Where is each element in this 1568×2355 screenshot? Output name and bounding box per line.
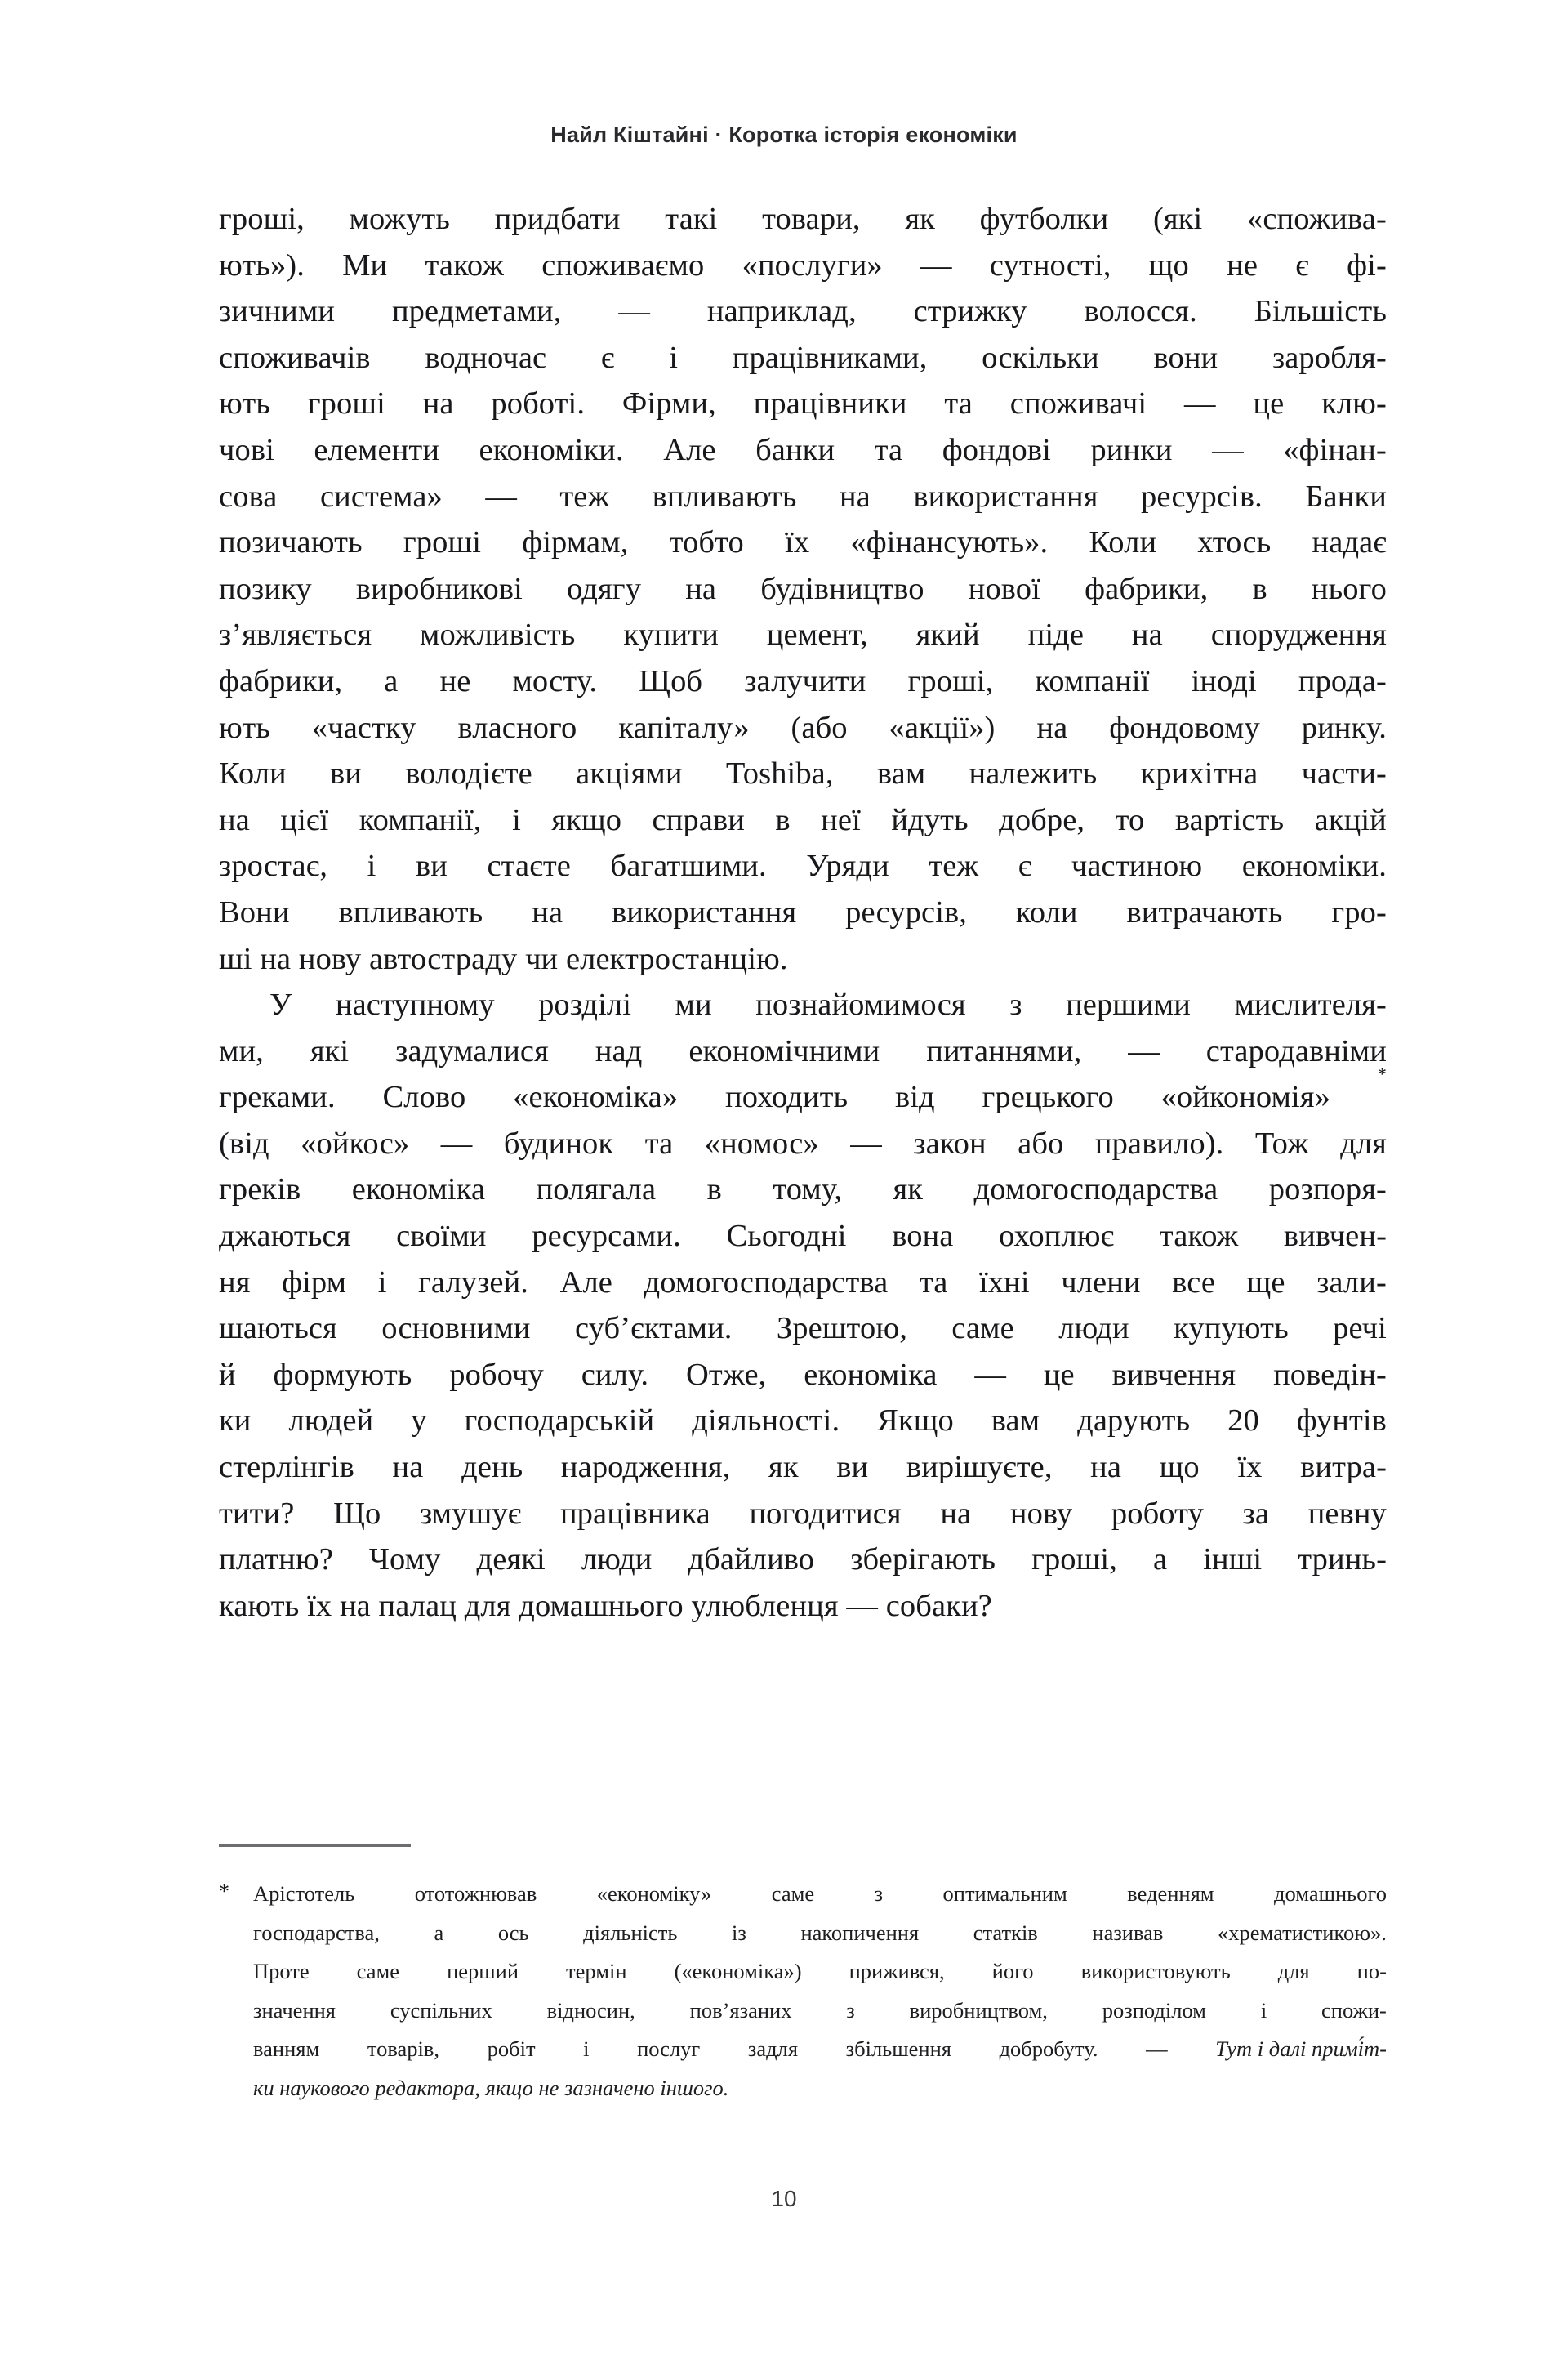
text-line: джаються своїми ресурсами. Сьогодні вона охоплює також вивчен- — [219, 1219, 1387, 1254]
text-line: фабрики, а не мосту. Щоб залучити гроші, компанії іноді прода- — [219, 663, 1387, 698]
paragraph-1 — [219, 196, 1387, 982]
page-number: 10 — [771, 2186, 797, 2211]
text-line: й формують робочу силу. Отже, економіка — це вивчення поведін- — [219, 1357, 1387, 1392]
text-line: стерлінгів на день народження, як ви вирішуєте, на що їх витра- — [219, 1450, 1387, 1485]
text-line: з’являється можливість купити цемент, який піде на спорудження — [219, 618, 1387, 653]
text-line: тити? Що змушує працівника погодитися на нову роботу за певну — [219, 1496, 1387, 1531]
footnote-separator-rule — [219, 1844, 411, 1847]
text-line: У наступному розділі ми познайомимося з першими мислителя- — [270, 988, 1387, 1023]
text-line: шаються основними суб’єктами. Зрештою, саме люди купують речі — [219, 1311, 1387, 1346]
text-line: греками. Слово «економіка» походить від грецького «ойкономія» * — [219, 1074, 1387, 1121]
footnote-line: Проте саме перший термін («економіка») прижився, його використовують для по- — [253, 1959, 1387, 1983]
footnote-body — [219, 1875, 1387, 2107]
text-line: платню? Чому деякі люди дбайливо зберігають гроші, а інші тринь- — [219, 1542, 1387, 1577]
footnote-line: значення суспільних відносин, пов’язаних з виробництвом, розподілом і спожи- — [253, 1997, 1387, 2023]
text-line: сова система» — теж впливають на використання ресурсів. Банки — [219, 479, 1387, 514]
body-text-block — [219, 196, 1387, 1629]
paragraph-2 — [219, 982, 1387, 1629]
running-head: Найл Кіштайні · Коротка історія економіки — [550, 123, 1018, 147]
footnote-block — [219, 1844, 1387, 2107]
footnote-marker: * — [219, 1880, 229, 1903]
text-line: Вони впливають на використання ресурсів, коли витрачають гро- — [219, 894, 1387, 930]
footnote-line: Арістотель ототожнював «економіку» саме з оптимальним веденням домашнього — [253, 1881, 1387, 1906]
text-line: зичними предметами, — наприклад, стрижку волосся. Більшість — [219, 294, 1387, 329]
text-line: Коли ви володієте акціями Toshiba, вам належить крихітна части- — [219, 756, 1387, 792]
text-line: споживачів водночас є і працівниками, оскільки вони заробля- — [219, 340, 1387, 375]
text-line: позичають гроші фірмам, тобто їх «фінансують». Коли хтось надає — [219, 525, 1387, 560]
footnote-reference[interactable]: * — [1377, 1064, 1387, 1085]
footnote-line: ки наукового редактора, якщо не зазначено іншого. — [253, 2075, 729, 2100]
text-line: (від «ойкос» — будинок та «номос» — закон або правило). Тож для — [219, 1126, 1387, 1161]
text-line: гроші, можуть придбати такі товари, як футболки (які «спожива- — [219, 202, 1387, 236]
footnote-line: господарства, а ось діяльність із накопичення статків називав «хрематистикою». — [253, 1920, 1387, 1945]
footnote-lines — [253, 1875, 1387, 2107]
text-line: ми, які задумалися над економічними питаннями, — стародавніми — [219, 1033, 1387, 1068]
text-line: ня фірм і галузей. Але домогосподарства та їхні члени все ще зали- — [219, 1264, 1387, 1300]
text-line: на цієї компанії, і якщо справи в неї йдуть добре, то вартість акцій — [219, 802, 1387, 837]
text-line: ють «частку власного капіталу» (або «акції») на фондовому ринку. — [219, 710, 1387, 745]
footnote-line: ванням товарів, робіт і послуг задля збільшення добробуту. — Тут і далі примі́т- — [253, 2030, 1387, 2069]
footnote-italic-tail: Тут і далі примі́т- — [1215, 2036, 1387, 2061]
text-line: кають їх на палац для домашнього улюбленця — собаки? — [219, 1588, 992, 1623]
text-line: зростає, і ви стаєте багатшими. Уряди теж є частиною економіки. — [219, 849, 1387, 884]
text-line: чові елементи економіки. Але банки та фондові ринки — «фінан- — [219, 432, 1387, 467]
text-line: греків економіка полягала в тому, як домогосподарства розпоря- — [219, 1172, 1387, 1207]
text-line: ють»). Ми також споживаємо «послуги» — сутності, що не є фі- — [219, 248, 1387, 283]
text-line: ють гроші на роботі. Фірми, працівники та споживачі — це клю- — [219, 386, 1387, 421]
text-line: позику виробникові одягу на будівництво нової фабрики, в нього — [219, 571, 1387, 606]
text-line: ші на нову автостраду чи електростанцію. — [219, 941, 788, 976]
text-line: ки людей у господарській діяльності. Якщо вам дарують 20 фунтів — [219, 1403, 1387, 1438]
